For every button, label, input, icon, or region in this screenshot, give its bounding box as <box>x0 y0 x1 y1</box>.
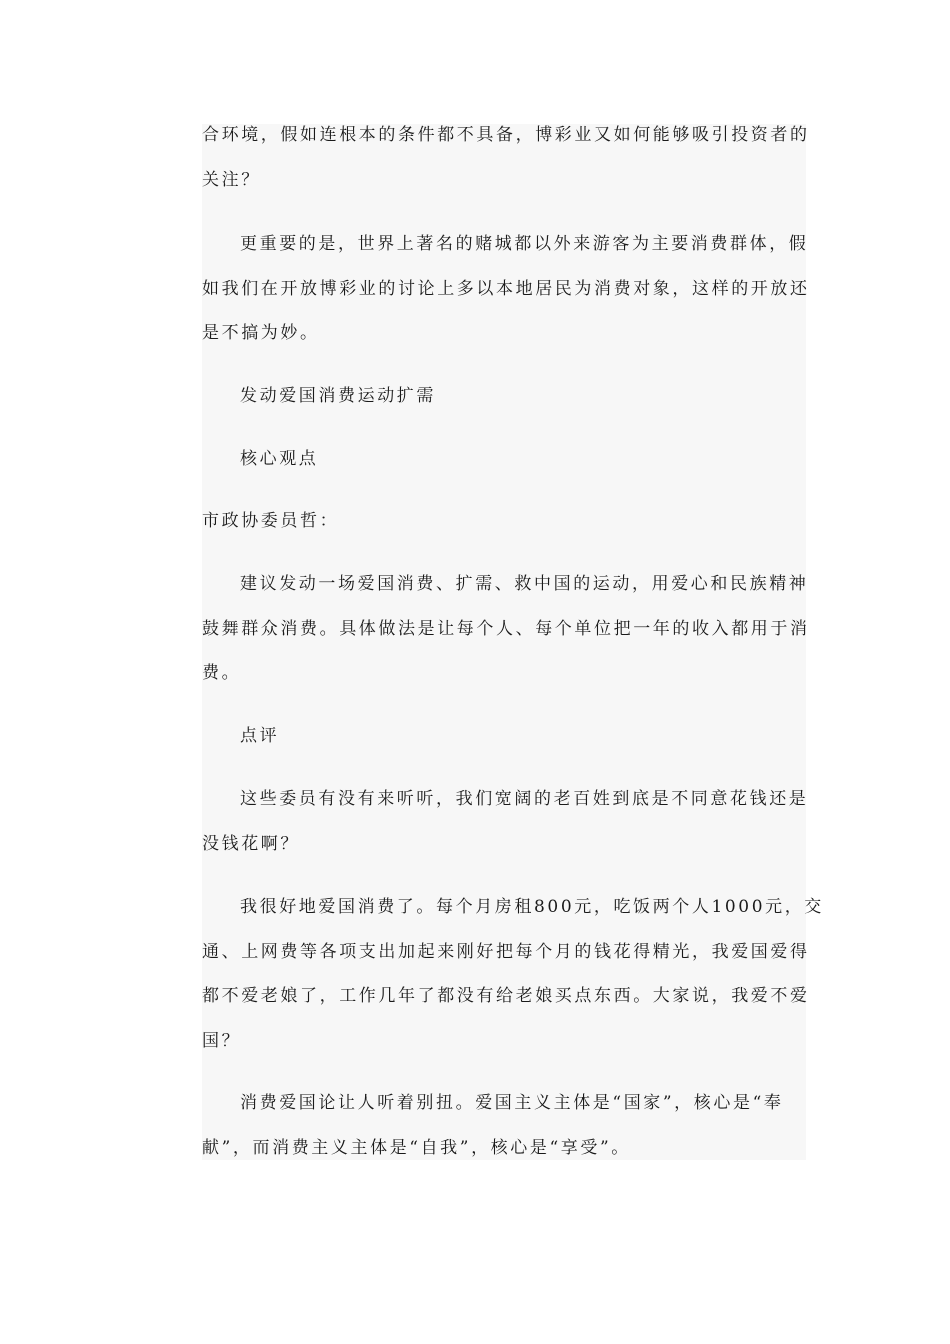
text-line: 献”，而消费主义主体是“自我”，核心是“享受”。 <box>202 1137 631 1158</box>
text-line: 这些委员有没有来听听，我们宽阔的老百姓到底是不同意花钱还是 <box>240 789 809 809</box>
text-line: 更重要的是，世界上著名的赌城都以外来游客为主要消费群体，假 <box>240 234 809 254</box>
text-line: 没钱花啊？ <box>202 833 300 854</box>
text-line: 消费爱国论让人听着别扭。爱国主义主体是“国家”，核心是“奉 <box>240 1093 784 1113</box>
subheading: 核心观点 <box>240 449 319 469</box>
section-heading: 发动爱国消费运动扩需 <box>240 386 436 406</box>
text-line: 如我们在开放博彩业的讨论上多以本地居民为消费对象，这样的开放还 <box>202 278 810 299</box>
paragraph-7 <box>202 714 806 759</box>
text-line: 鼓舞群众消费。具体做法是让每个人、每个单位把一年的收入都用于消 <box>202 618 810 639</box>
text-line: 国？ <box>202 1030 242 1051</box>
text-line: 合环境，假如连根本的条件都不具备，博彩业又如何能够吸引投资者的 <box>202 125 810 145</box>
text-line: 是不搞为妙。 <box>202 323 320 343</box>
text-line: 建议发动一场爱国消费、扩需、救中国的运动，用爱心和民族精神 <box>240 574 809 594</box>
text-line: 通、上网费等各项支出加起来刚好把每个月的钱花得精光，我爱国爱得 <box>202 941 810 962</box>
paragraph-8 <box>202 777 809 866</box>
paragraph-4 <box>202 437 806 482</box>
paragraph-6 <box>202 562 810 696</box>
text-line: 我很好地爱国消费了。每个月房租800元，吃饭两个人1000元，交 <box>240 897 824 917</box>
paragraph-2 <box>202 222 810 356</box>
paragraph-5 <box>202 499 806 544</box>
paragraph-3 <box>202 374 806 419</box>
subheading: 点评 <box>240 726 280 746</box>
text-line: 都不爱老娘了，工作几年了都没有给老娘买点东西。大家说，我爱不爱 <box>202 986 810 1006</box>
paragraph-1 <box>202 113 810 202</box>
speaker-label: 市政协委员哲： <box>202 511 340 531</box>
paragraph-10 <box>202 1081 806 1170</box>
document-text-block <box>202 124 824 1160</box>
text-line: 关注？ <box>202 169 261 190</box>
text-line: 费。 <box>202 663 242 683</box>
paragraph-9 <box>202 885 824 1063</box>
